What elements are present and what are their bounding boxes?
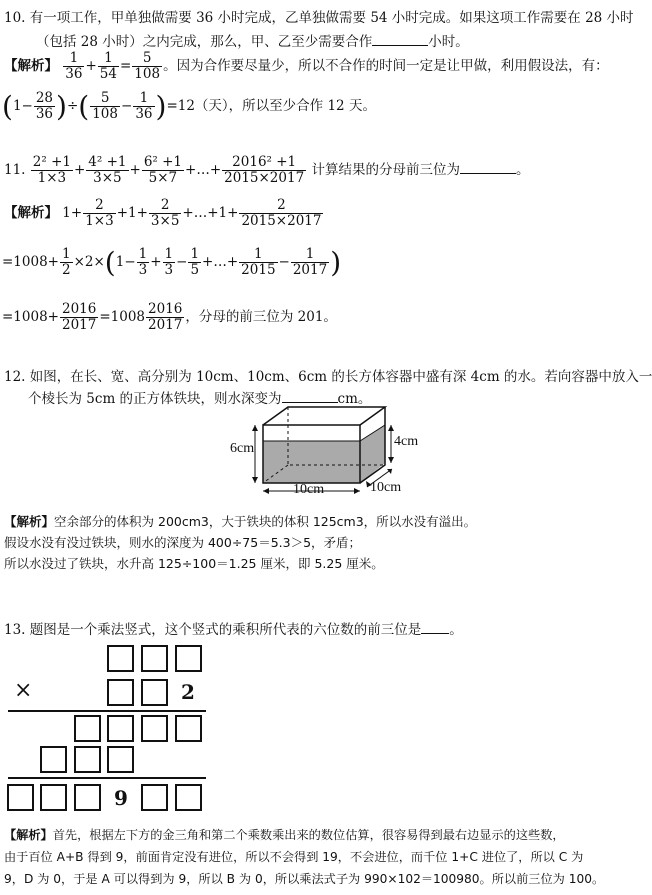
fraction: $\frac{1}{2}$ <box>61 246 71 278</box>
digit-box <box>107 679 134 706</box>
digit-box <box>74 746 101 773</box>
q11-number: 11. <box>4 162 26 178</box>
given-digit-2: 2 <box>181 680 195 704</box>
fraction: $\frac{1}{36}$ <box>65 50 83 82</box>
q12-solution-text1: 空余部分的体积为 200cm3，大于铁块的体积 125cm3，所以水没有溢出。 <box>54 514 477 529</box>
q13-text: 题图是一个乘法竖式，这个竖式的乘积所代表的六位数的前三位是 <box>29 622 422 638</box>
digit-box <box>107 746 134 773</box>
fraction: $\frac{\text{2² +1}}{1\times 3}$ <box>32 154 71 186</box>
q10-line1 <box>4 6 634 26</box>
q10-number: 10. <box>4 10 26 26</box>
fraction: $\frac{28}{36}$ <box>35 90 54 122</box>
digit-box <box>7 784 34 811</box>
label-10cm-length: 10cm <box>293 482 325 497</box>
digit-box <box>141 715 168 742</box>
digit-box <box>107 715 134 742</box>
q12-line1 <box>4 365 652 385</box>
fraction: $\frac{2016}{2017}$ <box>148 301 183 333</box>
q10-solution-line2: (1− $\frac{28}{36}$ )÷( $\frac{5}{108}$ − $\frac{1}{36}$ )=12（天），所以至少合作 12 天。 <box>2 90 376 123</box>
fraction: $\frac{1}{2015}$ <box>241 246 276 278</box>
q10-text-line2: （包括 28 小时）之内完成，那么，甲、乙至少需要合作 <box>36 34 373 50</box>
q10-solution-text: 。因为合作要尽量少，所以不合作的时间一定是让甲做，利用假设法，有： <box>163 58 609 74</box>
digit-box <box>40 746 67 773</box>
q12-text-line2: 个棱长为 5cm 的正方体铁块，则水深变为 <box>28 391 282 407</box>
answer-blank[interactable] <box>372 32 428 46</box>
q11-solution-line1: 【解析】 1+ $\frac{2}{1\times 3}$ +1+ $\frac{2}{3\times 5}$ +…+1+ $\frac{2}{2015\times 2017}$ <box>4 197 322 229</box>
times-sign: × <box>14 678 33 703</box>
q11-solution-line2: =1008+ $\frac{1}{2}$ ×2×(1− $\frac{1}{3}$ + $\frac{1}{3}$ − $\frac{1}{5}$ +…+ $\frac{1}{2015}$ − $\frac{1}{2017}$ ) <box>2 246 342 279</box>
q13-solution-line3: 9，D 为 0，于是 A 可以得到为 9，所以 B 为 0，所以乘法式子为 990×102＝100980。所以前三位为 100。 <box>4 872 605 886</box>
digit-box <box>74 715 101 742</box>
fraction: $\frac{1}{2017}$ <box>292 246 328 278</box>
fraction: $\frac{5}{108}$ <box>92 90 118 122</box>
q10-line2 <box>36 30 469 50</box>
fraction: $\frac{1}{5}$ <box>190 246 200 278</box>
answer-blank[interactable] <box>460 160 516 174</box>
q13-number: 13. <box>4 622 26 638</box>
fraction: $\frac{5}{108}$ <box>134 50 161 82</box>
fraction: $\frac{2016}{2017}$ <box>61 301 97 333</box>
answer-blank[interactable] <box>282 389 338 403</box>
digit-box <box>175 784 202 811</box>
q13-solution-line1 <box>4 826 565 843</box>
top-face <box>263 407 385 425</box>
q11-line: 11. $\frac{\text{2² +1}}{1\times 3}$ + $\frac{\text{4² +1}}{3\times 5}$ + $\frac{\text{6² +1}}{5\times 7}$ +…+ $\frac{\text{2016² +1}}{2015\times 2017}$ 计算结果的分母前三位为 。 <box>4 154 530 186</box>
q10-text-line2-end: 小时。 <box>428 34 469 50</box>
label-10cm-width: 10cm <box>370 480 402 495</box>
q13-solution-text1: 首先，根据左下方的金三角和第二个乘数乘出来的数位估算，很容易得到最右边显示的这些数， <box>52 828 565 842</box>
fraction: $\frac{2}{1\times 3}$ <box>85 197 114 229</box>
q12-solution-line1 <box>4 512 476 530</box>
q13-line: 13. 题图是一个乘法竖式，这个竖式的乘积所代表的六位数的前三位是 。 <box>4 622 463 638</box>
fraction: $\frac{1}{36}$ <box>135 90 153 122</box>
fraction: $\frac{2}{3\times 5}$ <box>150 197 180 229</box>
answer-blank[interactable] <box>421 620 449 634</box>
fraction: $\frac{2}{2015\times 2017}$ <box>241 197 322 229</box>
q11-solution-result: ，分母的前三位为 201。 <box>185 309 337 325</box>
q12-number: 12. <box>4 369 26 385</box>
digit-box <box>141 645 168 672</box>
digit-box <box>141 679 168 706</box>
q10-text-line1: 有一项工作，甲单独做需要 36 小时完成，乙单独做需要 54 小时完成。如果这项工作需要在 28 小时 <box>29 10 634 26</box>
digit-box <box>175 715 202 742</box>
q13-solution-line2: 由于百位 A+B 得到 9，前面肯定没有进位，所以不会得到 19，不会进位，而千位 1+C 进位了，所以 C 为 <box>4 850 584 864</box>
fraction: $\frac{1}{3}$ <box>138 246 148 278</box>
fraction: $\frac{\text{4² +1}}{3\times 5}$ <box>88 154 127 186</box>
fraction: $\frac{\text{6² +1}}{5\times 7}$ <box>143 154 183 186</box>
q11-solution-line3: =1008+ $\frac{2016}{2017}$ =1008 $\frac{2016}{2017}$ ，分母的前三位为 201。 <box>2 301 337 333</box>
given-digit-9: 9 <box>114 786 128 810</box>
q10-solution-result: =12（天），所以至少合作 12 天。 <box>166 98 376 114</box>
digit-box <box>74 784 101 811</box>
solution-tag: 【解析】 <box>4 514 55 529</box>
digit-box <box>40 784 67 811</box>
q10-solution-line1: 【解析】 $\frac{1}{36}$ + $\frac{1}{54}$ = $\frac{5}{108}$ 。因为合作要尽量少，所以不合作的时间一定是让甲做，利用假设法，有： <box>4 50 609 82</box>
fraction: $\frac{1}{54}$ <box>99 50 117 82</box>
q12-text-line1: 如图，在长、宽、高分别为 10cm、10cm、6cm 的长方体容器中盛有深 4cm 的水。若向容器中放入一 <box>29 369 652 385</box>
fraction: $\frac{\text{2016² +1}}{2015\times 2017}$ <box>224 154 305 186</box>
fraction: $\frac{1}{3}$ <box>164 246 174 278</box>
q12-solution-line2: 假设水没有没过铁块，则水的深度为 400÷75＝5.3＞5，矛盾； <box>4 535 362 550</box>
cuboid-container-figure <box>225 403 435 503</box>
q11-text: 计算结果的分母前三位为 <box>311 162 460 178</box>
solution-tag: 【解析】 <box>4 828 53 842</box>
solution-tag: 【解析】 <box>4 205 58 221</box>
digit-box <box>107 645 134 672</box>
solution-tag: 【解析】 <box>4 58 58 74</box>
q12-line2: 个棱长为 5cm 的正方体铁块，则水深变为 cm。 <box>28 391 372 407</box>
label-4cm: 4cm <box>394 434 419 449</box>
rule-line <box>8 710 206 712</box>
digit-box <box>141 784 168 811</box>
label-6cm: 6cm <box>230 441 255 456</box>
water-region <box>263 425 385 483</box>
digit-box <box>175 645 202 672</box>
q12-solution-line3: 所以水没过了铁块，水升高 125÷100＝1.25 厘米，即 5.25 厘米。 <box>4 556 384 571</box>
rule-line <box>8 777 206 779</box>
